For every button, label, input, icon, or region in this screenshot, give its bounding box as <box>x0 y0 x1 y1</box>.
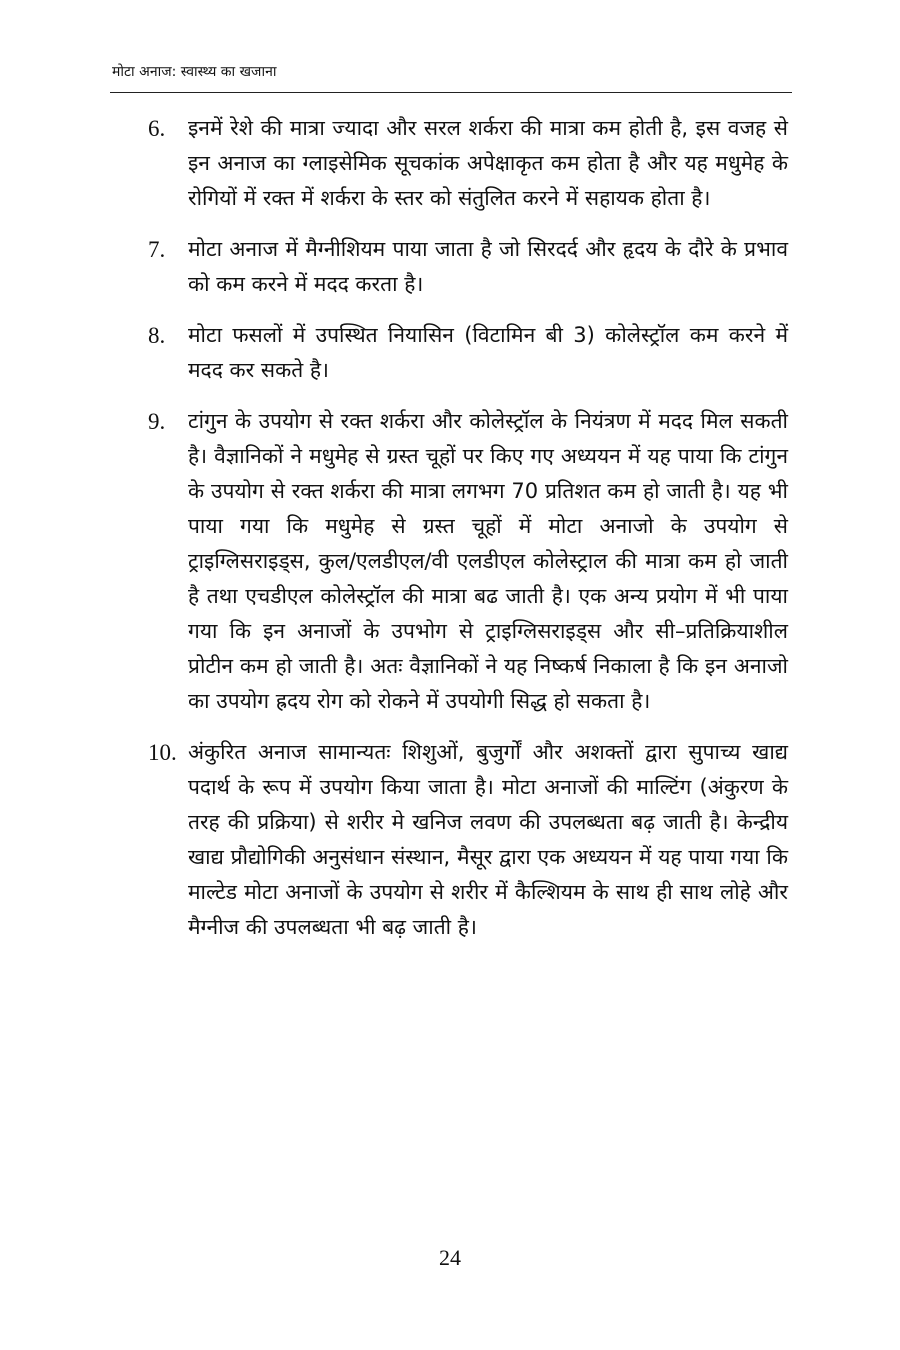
item-number: 10. <box>148 740 177 765</box>
page-number: 24 <box>439 1245 461 1270</box>
item-text: अंकुरित अनाज सामान्यतः शिशुओं, बुजुर्गों और अशक्तों द्वारा सुपाच्य खाद्य पदार्थ के रूप में उपयोग किया जाता है। मोटा अनाजों की माल्टिंग (अंकुरण के तरह की प्रक्रिया) से शरीर मे खनिज लवण की उपलब्धता बढ़ जाती है। केन्द्रीय खाद्य प्रौद्योगिकी अनुसंधान संस्थान, मैसूर द्वारा एक अध्ययन में यह पाया गया कि माल्टेड मोटा अनाजों के उपयोग से शरीर में कैल्शियम के साथ ही साथ लोहे और मैग्नीज की उपलब्धता भी बढ़ जाती है। <box>188 740 788 939</box>
list-item-8 <box>148 318 788 388</box>
header-rule <box>110 92 792 93</box>
numbered-list <box>148 111 788 961</box>
list-item-9 <box>148 404 788 719</box>
list-item-7 <box>148 232 788 302</box>
item-number: 9. <box>148 409 166 434</box>
item-text: मोटा अनाज में मैग्नीशियम पाया जाता है जो सिरदर्द और हृदय के दौरे के प्रभाव को कम करने में मदद करता है। <box>188 237 788 296</box>
item-text: टांगुन के उपयोग से रक्त शर्करा और कोलेस्ट्रॉल के नियंत्रण में मदद मिल सकती है। वैज्ञानिकों ने मधुमेह से ग्रस्त चूहों पर किए गए अध्ययन में यह पाया कि टांगुन के उपयोग से रक्त शर्करा की मात्रा लगभग 70 प्रतिशत कम हो जाती है। यह भी पाया गया कि मधुमेह से ग्रस्त चूहों में मोटा अनाजो के उपयोग से ट्राइग्लिसराइड्स, कुल/एलडीएल/वी एलडीएल कोलेस्ट्राल की मात्रा कम हो जाती है तथा एचडीएल कोलेस्ट्रॉल की मात्रा बढ जाती है। एक अन्य प्रयोग में भी पाया गया कि इन अनाजों के उपभोग से ट्राइग्लिसराइड्स और सी–प्रतिक्रियाशील प्रोटीन कम हो जाती है। अतः वैज्ञानिकों ने यह निष्कर्ष निकाला है कि इन अनाजो का उपयोग ह्रदय रोग को रोकने में उपयोगी सिद्ध हो सकता है। <box>188 409 788 713</box>
list-item-10 <box>148 735 788 945</box>
item-text: मोटा फसलों में उपस्थित नियासिन (विटामिन बी 3) कोलेस्ट्रॉल कम करने में मदद कर सकते है। <box>188 323 788 382</box>
item-number: 8. <box>148 323 166 348</box>
item-text: इनमें रेशे की मात्रा ज्यादा और सरल शर्करा की मात्रा कम होती है, इस वजह से इन अनाज का ग्लाइसेमिक सूचकांक अपेक्षाकृत कम होता है और यह मधुमेह के रोगियों में रक्त में शर्करा के स्तर को संतुलित करने में सहायक होता है। <box>188 116 788 210</box>
item-number: 6. <box>148 116 166 141</box>
item-number: 7. <box>148 237 166 262</box>
list-item-6 <box>148 111 788 216</box>
running-title: मोटा अनाज: स्वास्थ्य का खजाना <box>112 64 277 80</box>
